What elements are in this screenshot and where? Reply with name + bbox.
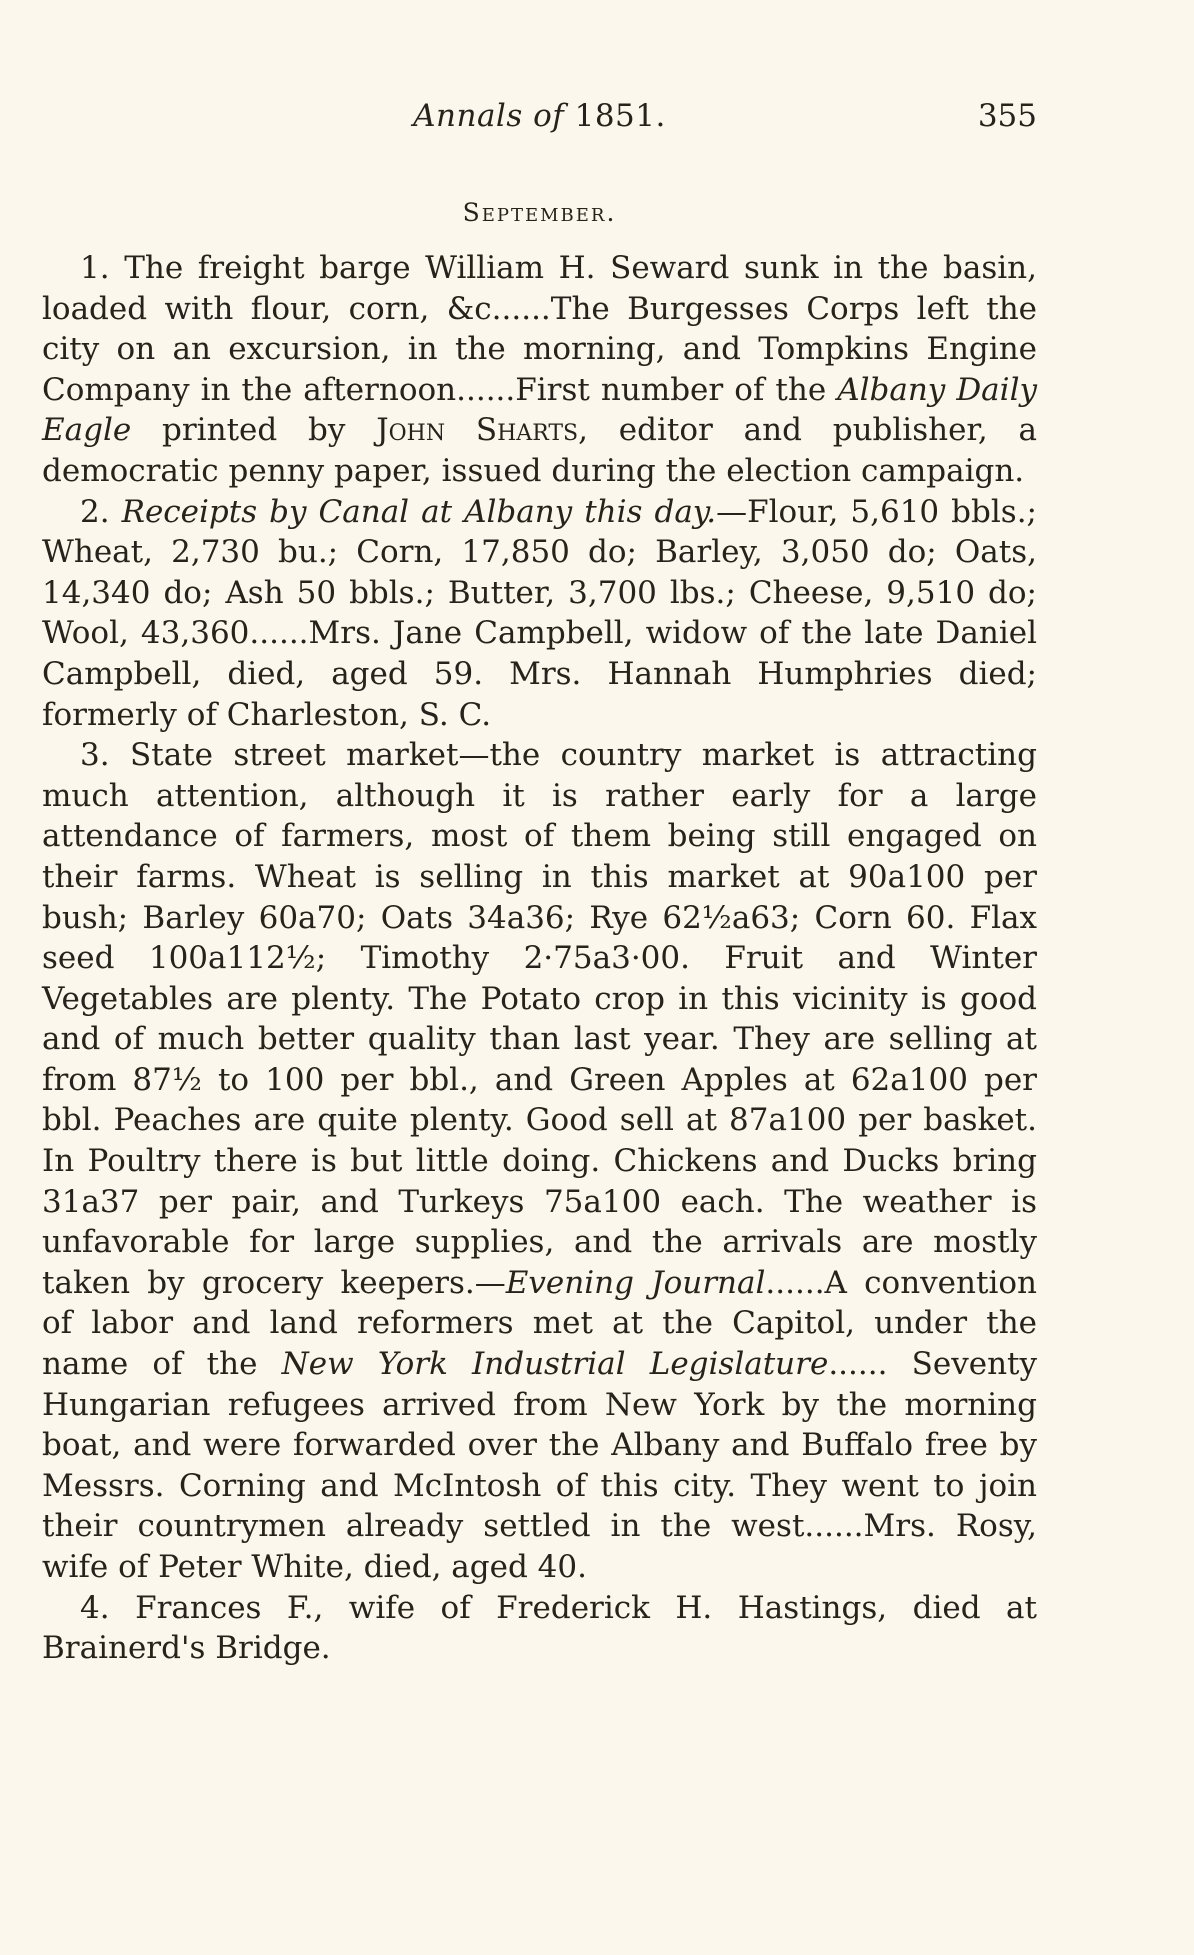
entry-text: The freight barge William H. Seward sunk in the basin, loaded with flour, corn, &c......The Burgesses Corps left the city on an excursion, in the morning, and Tompkins Engine Company in the afternoon......First number of the (42, 250, 1037, 408)
entry-text: printed by (131, 412, 377, 449)
entry-paragraph (42, 1588, 1037, 1669)
organization-name: New York Industrial Legislature (281, 1346, 829, 1383)
entry-paragraph (42, 492, 1037, 736)
entry-text: , editor and publisher, a democratic penny paper, issued during the election campaign. (42, 412, 1037, 489)
entry-paragraph (42, 248, 1037, 492)
entry-text: State street market—the country market is attracting much attention, although it is rather early for a large attendance of farmers, most of them being still engaged on their farms. Wheat is selling in this market at 90a100 per bush; Barley 60a70; Oats 34a36; Rye 62½a63; Corn 60. Flax seed 100a112½; Timothy 2·75a3·00. Fruit and Winter Vegetables are plenty. The Potato crop in this vicinity is good and of much better quality than last year. They are selling at from 87½ to 100 per bbl., and Green Apples at 62a100 per bbl. Peaches are quite plenty. Good sell at 87a100 per basket. In Poultry there is but little doing. Chickens and Ducks bring 31a37 per pair, and Turkeys 75a100 each. The weather is unfavorable for large supplies, and the arrivals are mostly taken by grocery keepers.— (42, 737, 1037, 1301)
body-text (42, 248, 1037, 1669)
entry-number: 4. (80, 1589, 110, 1626)
page-number: 355 (977, 98, 1037, 134)
newspaper-title: Evening Journal (505, 1264, 766, 1301)
newspaper-title: Albany Daily Eagle (42, 371, 1037, 449)
person-name: John Sharts (376, 412, 579, 449)
entry-number: 1. (80, 250, 110, 286)
entry-number: 3. (80, 737, 110, 774)
entry-paragraph (42, 735, 1037, 1587)
running-title (42, 98, 1037, 134)
page-header (42, 98, 1037, 142)
entry-heading: Receipts by Canal at Albany this day. (121, 493, 717, 530)
entry-text: ...... Seventy Hungarian refugees arrived from New York by the morning boat, and were forwarded over the Albany and Buffalo free by Messrs. Corning and McIntosh of this city. They went to join their countrymen already settled in the west......Mrs. Rosy, wife of Peter White, died, aged 40. (42, 1346, 1038, 1585)
section-title: September. (462, 198, 617, 227)
entry-text: —Flour, 5,610 bbls.; Wheat, 2,730 bu.; Corn, 17,850 do; Barley, 3,050 do; Oats, 14,340 do; Ash 50 bbls.; Butter, 3,700 lbs.; Cheese, 9,510 do; Wool, 43,360......Mrs. Jane Campbell, widow of the late Daniel Campbell, died, aged 59. Mrs. Hannah Humphries died; formerly of Charleston, S. C. (42, 493, 1037, 733)
entry-text: ......A convention of labor and land reformers met at the Capitol, under the name of the (42, 1264, 1037, 1383)
running-title-text: Annals of (413, 98, 565, 134)
entry-number: 2. (80, 493, 110, 530)
running-title-year: 1851. (574, 98, 666, 134)
entry-text: Frances F., wife of Frederick H. Hastings, died at Brainerd's Bridge. (42, 1589, 1037, 1667)
